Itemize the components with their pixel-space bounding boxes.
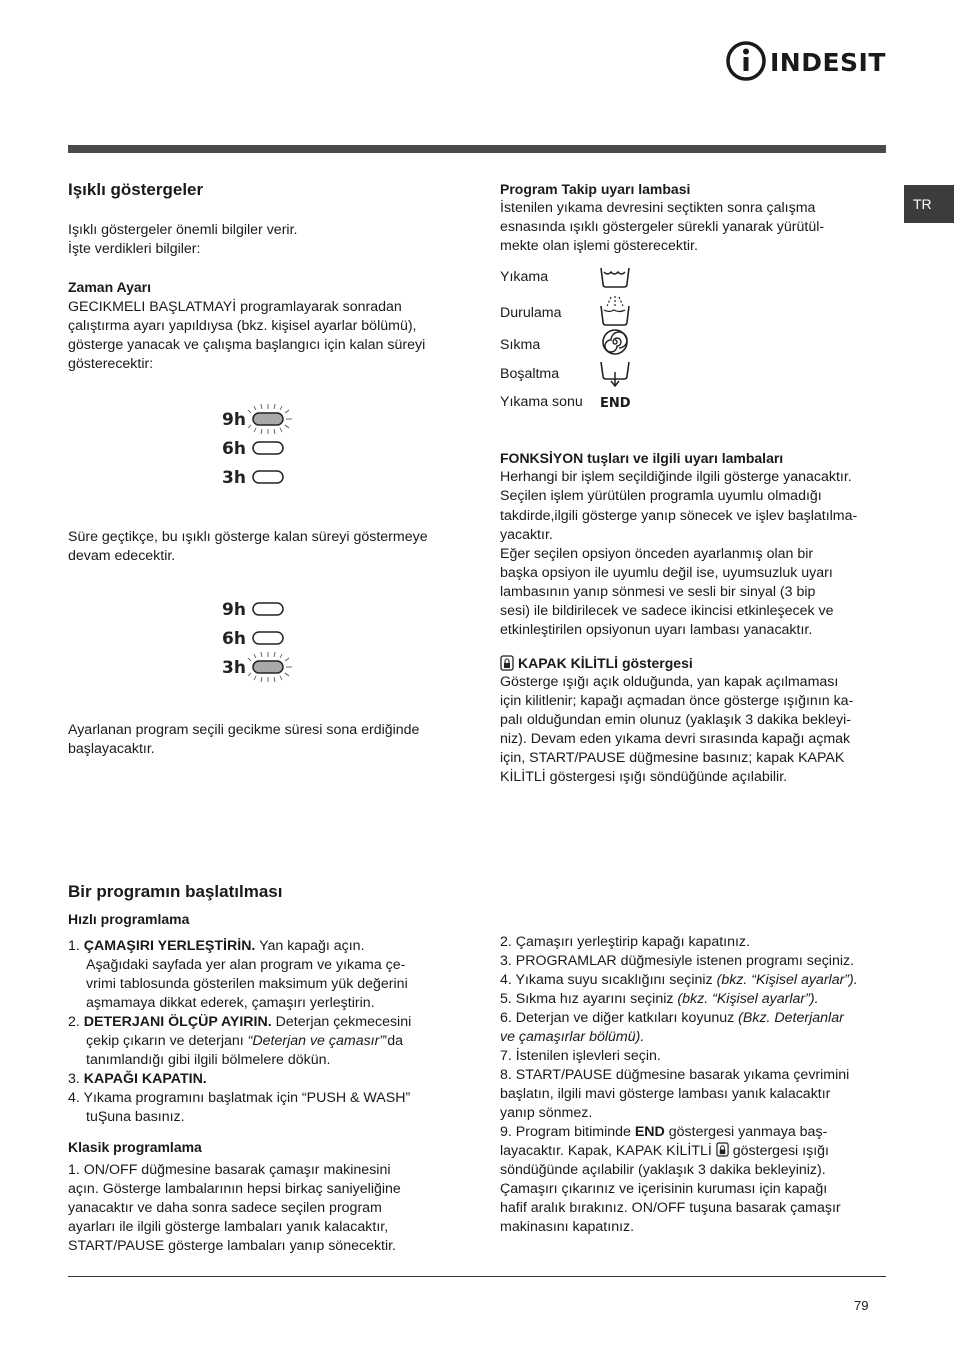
takip-text: İstenilen yıkama devresini seçtikten sonra çalışma esnasında ışıklı göstergeler sürekli yanarak yürütül- mekte olan işlemi gösterecektir. — [500, 200, 825, 254]
wash-icon — [598, 264, 632, 290]
delay-indicator-3h-lit — [218, 592, 298, 684]
svg-text:3h: 3h — [222, 658, 246, 678]
language-tab: TR — [904, 185, 954, 223]
fonk-title: FONKSİYON tuşları ve ilgili uyarı lambaları — [500, 450, 784, 466]
drain-icon — [598, 360, 632, 388]
hizli-title: Hızlı programlama — [68, 911, 190, 927]
svg-text:INDESIT: INDESIT — [770, 48, 886, 77]
indesit-logo — [725, 40, 887, 82]
hizli-steps: 1. ÇAMAŞIRI YERLEŞTİRİN. Yan kapağı açın. Aşağıdaki sayfada yer alan program ve yıkama çe- vrimi tablosunda gösterilen maksimum yük değerini aşmamaya dikkat ederek, çamaşırı yerleştirin. 2. DETERJANI ÖLÇÜP AYIRIN. Deterjan çekmecesini çekip çıkarın ve deterjanı “Deterjan ve çamasır”’da tanımlandığı gibi ilgili bölmelere dökün. 3. KAPAĞI KAPATIN. 4. Yıkama programını başlatmak için “PUSH & WASH” tuŞuna basınız. — [68, 938, 412, 1125]
svg-text:3h: 3h — [222, 468, 246, 488]
lock-icon — [716, 1142, 729, 1157]
zaman-text: GECIKMELI BAŞLATMAYİ programlayarak sonradan çalıştırma ayarı yapıldıysa (bkz. kişisel ayarlar bölümü), gösterge yanacak ve çalışma başlangıcı için kalan süreyi gösterecektir: — [68, 299, 426, 372]
phase-label-end: Yıkama sonu — [500, 394, 583, 410]
intro-line: İşte verdikleri bilgiler: — [68, 241, 201, 257]
klasik-text: 1. ON/OFF düğmesine basarak çamaşır makinesini açın. Gösterge lambalarının hepsi birkaç saniyeliğine yanacaktır ve daha sonra sadece seçilen program ayarları ile ilgili gösterge lambaları yanık kalacaktır, START/PAUSE gösterge lambaları yanıp sönecektir. — [68, 1162, 401, 1254]
svg-text:6h: 6h — [222, 629, 246, 649]
intro-line: Işıklı göstergeler önemli bilgiler verir. — [68, 222, 298, 238]
ayar-text: Ayarlanan program seçili gecikme süresi sona erdiğinde başlayacaktır. — [68, 722, 420, 757]
phase-label-drain: Boşaltma — [500, 366, 560, 382]
zaman-title: Zaman Ayarı — [68, 279, 151, 295]
end-indicator: END — [600, 396, 631, 411]
page-number: 79 — [854, 1298, 869, 1313]
svg-text:9h: 9h — [222, 410, 246, 430]
svg-text:6h: 6h — [222, 439, 246, 459]
klasik-title: Klasik programlama — [68, 1139, 202, 1155]
phase-label-wash: Yıkama — [500, 269, 549, 285]
rinse-icon — [598, 294, 632, 328]
fonk-text: Herhangi bir işlem seçildiğinde ilgili gösterge yanacaktır. Seçilen işlem yürütülen programla uyumlu olmadığı takdirde,ilgili gösterge yanıp sönecek ve işlev başlatılma- yacaktır. Eğer seçilen opsiyon önceden ayarlanmış olan bir başka opsiyon ile uyumlu değil ise, uyumsuzluk uyarı lambasının yanıp sönmesi ve sesli bir sinyal (3 bip sesi) ile bildirilecek ve sadece ikincisi etkinleşecek ve etkinleştirilen opsiyonun uyarı lambası yanacaktır. — [500, 469, 858, 638]
phase-label-spin: Sıkma — [500, 337, 541, 353]
delay-indicator-9h-lit — [218, 402, 298, 494]
takip-title: Program Takip uyarı lambasi — [500, 181, 691, 197]
kapak-text: Gösterge ışığı açık olduğunda, yan kapak açılmaması için kilitlenir; kapağı açmadan önce gösterge ışığının ka- palı olduğundan emin olunuz (yaklaşık 3 dakika bekleyi- niz). Devam eden yıkama devri sırasında kapağı açmak için, START/PAUSE düğmesine basınız; kapak KAPAK KİLİTLİ göstergesi ışığı söndüğünde açılabilir. — [500, 674, 854, 785]
sure-text: Süre geçtikçe, bu ışıklı gösterge kalan süreyi göstermeye devam edecektir. — [68, 529, 428, 564]
section-title-indicators: Işıklı göstergeler — [68, 180, 204, 199]
footer-rule — [68, 1276, 886, 1277]
kapak-title: KAPAK KİLİTLİ göstergesi — [518, 655, 693, 671]
header-rule — [68, 145, 886, 153]
klasik-steps-right: 2. Çamaşırı yerleştirip kapağı kapatınız. 3. PROGRAMLAR düğmesiyle istenen programı seçiniz. 4. Yıkama suyu sıcaklığını seçiniz (bkz. “Kişisel ayarlar”). 5. Sıkma hız ayarını seçiniz (bkz. “Kişisel ayarlar”). 6. Deterjan ve diğer katkıları koyunuz (Bkz. Deterjanlar ve çamaşırlar bölümü). 7. İstenilen işlevleri seçin. 8. START/PAUSE düğmesine basarak yıkama çevrimini başlatın, ilgili mavi gösterge lambası yanık kalacaktır yanıp sönmez. 9. Program bitiminde END göstergesi yanmaya baş- layacaktır. Kapak, KAPAK KİLİTLİ göstergesi ışığı söndüğünde açılabilir (yaklaşık 3 dakika bekleyiniz). Çamaşırı çıkarınız ve içerisinin kuruması için kapağı hafif aralık bırakınız. ON/OFF tuşuna basarak çamaşır makinasını kapatınız. — [500, 934, 858, 1235]
phase-label-rinse: Durulama — [500, 305, 562, 321]
section-title-start: Bir programın başlatılması — [68, 882, 283, 901]
spin-icon — [600, 328, 630, 356]
svg-text:9h: 9h — [222, 600, 246, 620]
lock-icon — [500, 655, 514, 671]
